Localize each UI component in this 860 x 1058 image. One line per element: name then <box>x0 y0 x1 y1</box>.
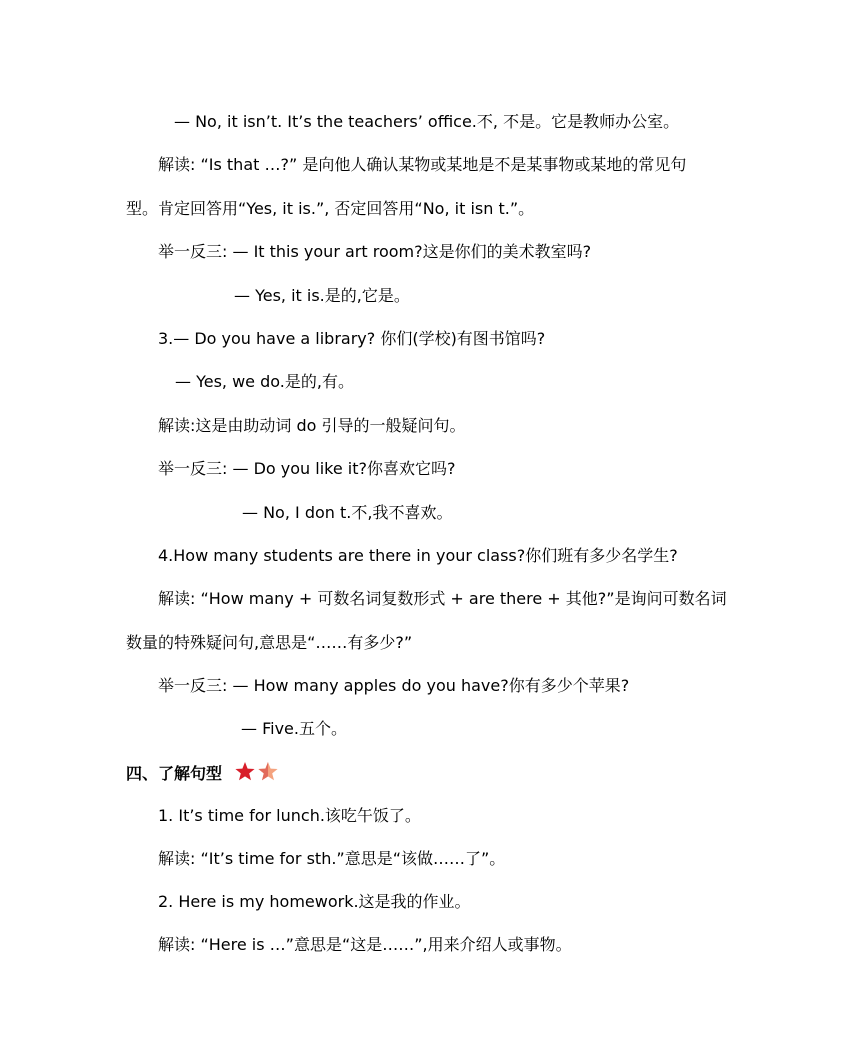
example-line: 举一反三: — It this your art room?这是你们的美术教室吗? <box>158 242 592 261</box>
explanation-line: 解读: “Is that …?” 是向他人确认某物或某地是不是某事物或某地的常见句 <box>158 155 687 174</box>
explanation-line: 解读: “Here is …”意思是“这是……”,用来介绍人或事物。 <box>158 935 572 954</box>
explanation-line-cont: 型。肯定回答用“Yes, it is.”, 否定回答用“No, it isn t.”。 <box>126 199 535 218</box>
example-answer-line: — No, I don t.不,我不喜欢。 <box>242 503 453 522</box>
sentence-3-question: 3.— Do you have a library? 你们(学校)有图书馆吗? <box>158 329 546 348</box>
answer-line: — No, it isn’t. It’s the teachers’ office.不, 不是。它是教师办公室。 <box>174 112 680 131</box>
sentence-3-answer: — Yes, we do.是的,有。 <box>175 372 354 391</box>
explanation-line: 解读: “How many + 可数名词复数形式 + are there + 其他?”是询问可数名词 <box>158 589 727 608</box>
section-heading <box>126 761 282 789</box>
explanation-line-cont: 数量的特殊疑问句,意思是“……有多少?” <box>126 633 413 652</box>
pattern-1-sentence: 1. It’s time for lunch.该吃午饭了。 <box>158 806 421 825</box>
difficulty-stars <box>234 761 282 789</box>
pattern-2-sentence: 2. Here is my homework.这是我的作业。 <box>158 892 471 911</box>
explanation-line: 解读: “It’s time for sth.”意思是“该做……了”。 <box>158 849 506 868</box>
section-heading-text: 四、了解句型 <box>126 764 223 783</box>
explanation-line: 解读:这是由助动词 do 引导的一般疑问句。 <box>158 416 466 435</box>
example-line: 举一反三: — Do you like it?你喜欢它吗? <box>158 459 456 478</box>
example-line: 举一反三: — How many apples do you have?你有多少个苹果? <box>158 676 630 695</box>
example-answer-line: — Five.五个。 <box>241 719 347 738</box>
example-answer-line: — Yes, it is.是的,它是。 <box>234 286 410 305</box>
half-star-left-icon <box>258 762 268 780</box>
sentence-4-question: 4.How many students are there in your class?你们班有多少名学生? <box>158 546 678 565</box>
full-star-icon <box>235 762 254 780</box>
difficulty-stars-graphic <box>234 761 282 783</box>
